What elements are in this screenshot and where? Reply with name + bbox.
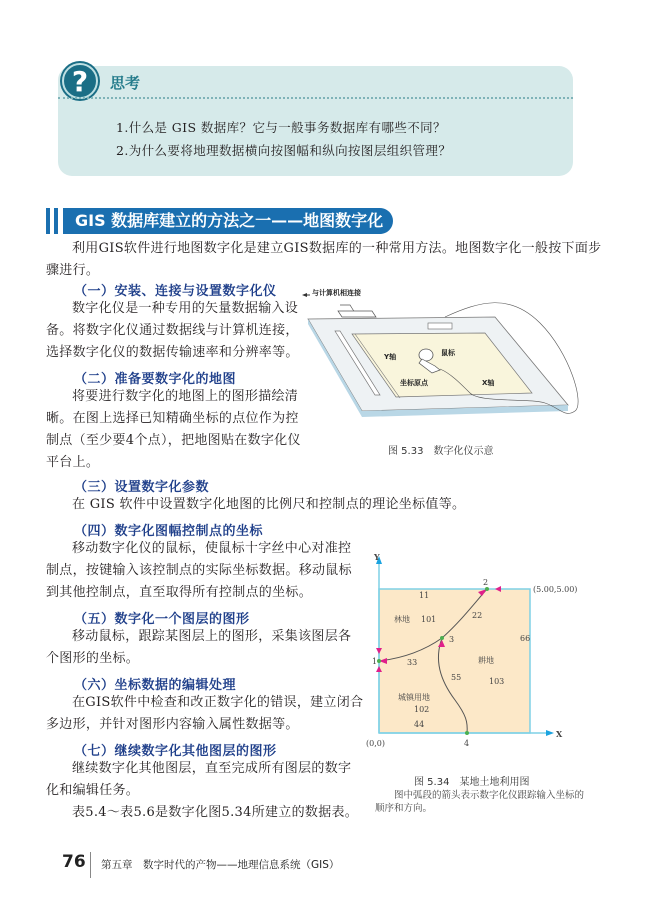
section-heading: [46, 208, 396, 234]
figure-digitizer: [300, 283, 600, 433]
step-3-body: 在 GIS 软件中设置数字化地图的比例尺和控制点的理论坐标值等。: [72, 497, 466, 512]
step-3-heading: （三）设置数字化参数: [74, 480, 210, 495]
think-question-2: 2.为什么要将地理数据横向按图幅和纵向按图层组织管理？: [116, 143, 452, 158]
label-y-axis: Y轴: [384, 353, 397, 361]
figure-534-caption: 图 5.34 某地土地利用图: [414, 777, 530, 788]
step-6-body: 在GIS软件中检查和改正数字化的错误，建立闭合多边形，并针对图形内容输入属性数据等。: [46, 695, 364, 732]
node-3: 3: [449, 635, 455, 644]
label-x-axis: X轴: [482, 379, 495, 387]
step-2-heading: （二）准备要数字化的地图: [74, 372, 237, 387]
footer-divider: [90, 852, 91, 878]
step-6-heading: （六）坐标数据的编辑处理: [74, 678, 237, 693]
arc-44: 44: [414, 720, 425, 729]
arc-11: 11: [419, 591, 430, 600]
origin-label: (0,0): [366, 739, 385, 748]
polygon-name-urban: 城镇用地: [398, 693, 430, 702]
figure-land-use-map: [360, 550, 590, 760]
think-title: 思考: [110, 74, 141, 92]
step-1-heading: （一）安装、连接与设置数字化仪: [74, 284, 277, 299]
step-2-body: 将要进行数字化的地图上的图形描绘清晰。在图上选择已知精确坐标的点位作为控制点（至少要4个点），把地图贴在数字化仪平台上。: [46, 389, 301, 470]
polygon-name-forest: 林地: [394, 615, 410, 624]
label-origin: 坐标原点: [400, 379, 428, 387]
section-title: GIS 数据库建立的方法之一——地图数字化: [63, 208, 393, 234]
think-question-1: 1.什么是 GIS 数据库？它与一般事务数据库有哪些不同？: [116, 120, 446, 135]
x-axis-label: X: [556, 729, 563, 739]
heading-bar-decoration: [54, 208, 58, 234]
step-5-heading: （五）数字化一个图层的图形: [74, 612, 250, 627]
node-4: 4: [464, 739, 470, 748]
label-mouse: 鼠标: [441, 349, 455, 357]
arc-66: 66: [520, 634, 531, 643]
polygon-id-103: 103: [489, 677, 505, 686]
node-2: 2: [483, 578, 489, 587]
arc-33: 33: [407, 658, 418, 667]
node-1: 1: [372, 657, 378, 666]
figure-534-note: 图中弧段的箭头表示数字化仪跟踪输入坐标的顺序和方向。: [375, 790, 585, 814]
intro-paragraph: 利用GIS软件进行地图数字化是建立GIS数据库的一种常用方法。地图数字化一般按下面步骤进行。: [46, 241, 602, 278]
step-7-body: 继续数字化其他图层，直至完成所有图层的数字化和编辑任务。: [46, 761, 352, 798]
dotted-divider: [58, 97, 573, 99]
polygon-id-102: 102: [414, 705, 430, 714]
step-1-body: 数字化仪是一种专用的矢量数据输入设备。将数字化仪通过数据线与计算机连接，选择数字化仪的数据传输速率和分辨率等。: [46, 301, 299, 360]
heading-bar-decoration: [46, 208, 50, 234]
step-5-body: 移动鼠标，跟踪某图层上的图形，采集该图层各个图形的坐标。: [46, 629, 352, 666]
chapter-title: 第五章 数字时代的产物——地理信息系统（GIS）: [101, 859, 340, 871]
arc-55: 55: [451, 673, 462, 682]
closing-paragraph: 表5.4～表5.6是数字化图5.34所建立的数据表。: [72, 805, 359, 820]
step-4-heading: （四）数字化图幅控制点的坐标: [74, 524, 264, 539]
y-axis-label: Y: [374, 552, 380, 562]
think-box: [58, 66, 573, 176]
label-connect: 与计算机相连接: [312, 289, 361, 297]
polygon-name-farmland: 耕地: [478, 656, 494, 665]
step-7-heading: （七）继续数字化其他图层的图形: [74, 744, 277, 759]
polygon-id-101: 101: [421, 615, 437, 624]
figure-533-caption: 图 5.33 数字化仪示意: [388, 446, 494, 457]
question-icon: ?: [62, 63, 98, 99]
corner-label: (5.00,5.00): [533, 585, 578, 594]
step-4-body: 移动数字化仪的鼠标，使鼠标十字丝中心对准控制点，按键输入该控制点的实际坐标数据。移动鼠标到其他控制点，直至取得所有控制点的坐标。: [46, 541, 352, 600]
arc-22: 22: [472, 611, 483, 620]
page-number: 76: [62, 852, 86, 872]
